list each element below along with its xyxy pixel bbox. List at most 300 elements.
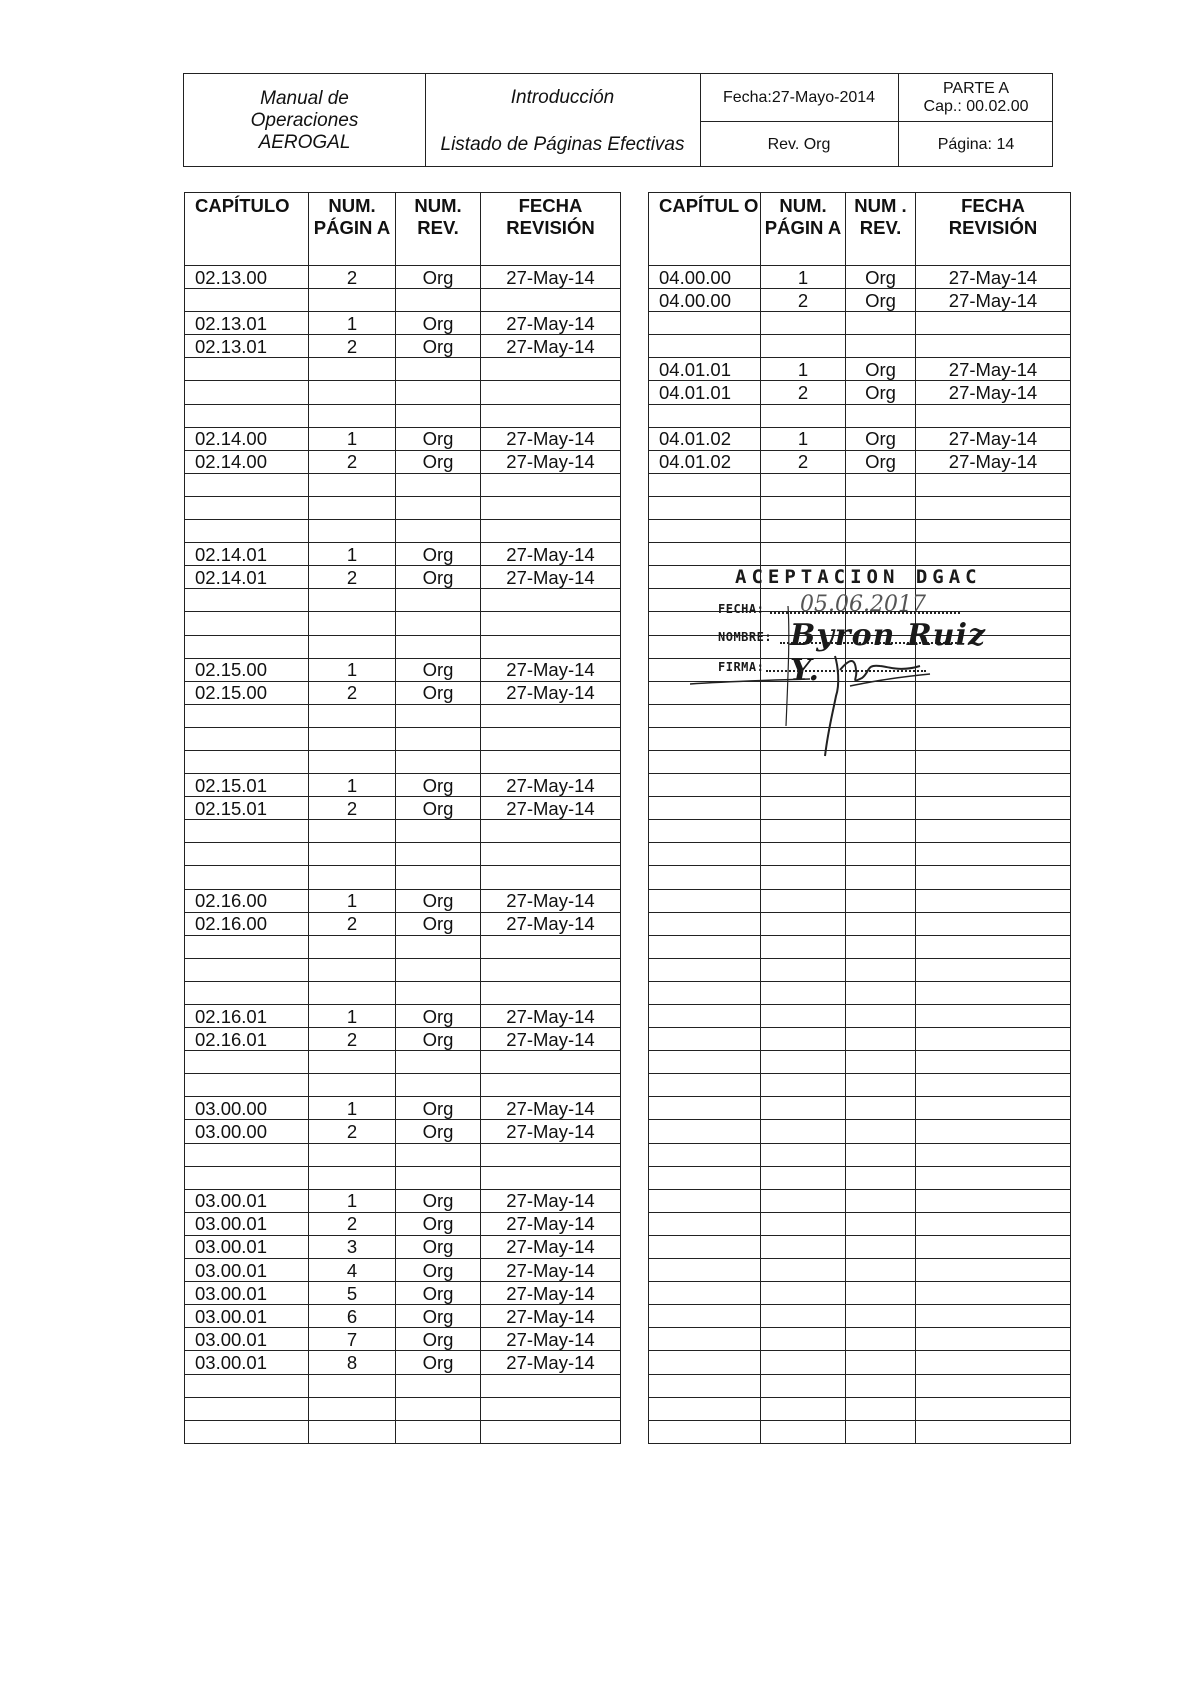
date-cell [481,1420,621,1443]
rev-cell: Org [396,1328,481,1351]
page-cell [309,1420,396,1443]
page-cell [761,473,846,496]
chapter-cell: 02.15.01 [185,797,309,820]
table-row [649,1074,1071,1097]
chapter-cell: 04.01.01 [649,381,761,404]
company-line-1: Manual de [260,88,349,109]
chapter-cell [185,1397,309,1420]
chapter-cell [649,1143,761,1166]
page-cell: 1 [309,543,396,566]
table-row [649,958,1071,981]
page-cell: 1 [309,889,396,912]
page-cell: 1 [309,1189,396,1212]
handwritten-signature [690,566,1010,766]
page-cell [761,1235,846,1258]
date-cell [916,912,1071,935]
table-row [185,1143,621,1166]
page-cell [761,912,846,935]
acceptance-stamp [690,566,1010,766]
table-row [649,820,1071,843]
chapter-cell [649,797,761,820]
date-cell: 27-May-14 [481,1282,621,1305]
chapter-cell [649,843,761,866]
date-cell: 27-May-14 [481,566,621,589]
date-cell [916,1212,1071,1235]
chapter-label: Cap.: 00.02.00 [923,97,1029,115]
table-row [185,1259,621,1282]
date-cell [481,473,621,496]
table-row [185,797,621,820]
table-row [649,1051,1071,1074]
table-row [185,1097,621,1120]
rev-cell [846,1120,916,1143]
date-cell [916,404,1071,427]
effective-pages-table-left [184,192,621,1444]
chapter-cell: 03.00.00 [185,1097,309,1120]
rev-cell: Org [396,1212,481,1235]
date-cell: 27-May-14 [481,427,621,450]
page-cell [761,543,846,566]
page-cell [309,866,396,889]
table-row [185,1282,621,1305]
chapter-cell [185,727,309,750]
page-cell: 2 [309,1212,396,1235]
date-cell: 27-May-14 [481,1351,621,1374]
page-cell [761,843,846,866]
chapter-cell [649,1282,761,1305]
table-row [185,543,621,566]
rev-cell [396,843,481,866]
page-cell: 2 [309,1028,396,1051]
date-cell: 27-May-14 [481,335,621,358]
page-cell: 8 [309,1351,396,1374]
date-cell [481,935,621,958]
page-cell [309,404,396,427]
chapter-cell [649,1166,761,1189]
chapter-cell [185,981,309,1004]
page-cell [309,612,396,635]
rev-cell: Org [846,381,916,404]
page-cell: 2 [309,566,396,589]
table-row [649,1397,1071,1420]
rev-cell [846,1420,916,1443]
table-row [649,520,1071,543]
chapter-cell [649,1305,761,1328]
page-cell [761,774,846,797]
rev-cell [396,866,481,889]
page-cell: 2 [309,912,396,935]
page-cell [761,797,846,820]
chapter-cell: 03.00.01 [185,1189,309,1212]
page-cell [761,1374,846,1397]
page-cell [761,889,846,912]
col-header-rev: NUM . REV. [846,193,916,266]
chapter-cell [649,820,761,843]
rev-cell [396,1397,481,1420]
table-header-row [649,193,1071,266]
page-cell [761,312,846,335]
chapter-cell: 03.00.01 [185,1305,309,1328]
section-title: Introducción [510,86,615,108]
date-cell [916,797,1071,820]
date-cell [481,589,621,612]
rev-cell: Org [396,797,481,820]
rev-cell [846,1143,916,1166]
chapter-cell: 03.00.01 [185,1351,309,1374]
page-cell: 1 [309,1097,396,1120]
page-cell [309,1166,396,1189]
col-header-page: NUM. PÁGIN A [761,193,846,266]
date-cell [916,1189,1071,1212]
rev-cell: Org [396,774,481,797]
table-row [649,1351,1071,1374]
page-cell [309,635,396,658]
chapter-cell: 02.16.01 [185,1005,309,1028]
chapter-cell [185,404,309,427]
rev-cell: Org [396,1120,481,1143]
page-cell [309,589,396,612]
chapter-cell [185,589,309,612]
date-cell [481,612,621,635]
table-row [185,1305,621,1328]
table-row [649,1143,1071,1166]
table-row [185,681,621,704]
page-cell [309,1143,396,1166]
page-cell: 2 [309,450,396,473]
date-cell [916,1351,1071,1374]
table-row [185,774,621,797]
rev-cell: Org [396,1259,481,1282]
date-cell [481,520,621,543]
chapter-cell: 02.14.01 [185,543,309,566]
rev-cell: Org [846,358,916,381]
chapter-cell [649,1420,761,1443]
rev-cell: Org [396,1351,481,1374]
table-row [649,312,1071,335]
page-cell [309,935,396,958]
chapter-cell: 03.00.01 [185,1235,309,1258]
rev-cell: Org [396,1305,481,1328]
chapter-cell [185,820,309,843]
rev-cell [846,843,916,866]
rev-cell [396,404,481,427]
table-row [649,404,1071,427]
chapter-cell: 02.14.00 [185,427,309,450]
chapter-cell [649,1189,761,1212]
rev-cell [846,774,916,797]
page-cell [761,935,846,958]
chapter-cell: 02.13.00 [185,266,309,289]
stamp-name-label: NOMBRE: [718,630,773,644]
rev-cell [846,1305,916,1328]
date-cell [481,289,621,312]
chapter-cell [185,1166,309,1189]
date-cell: 27-May-14 [481,681,621,704]
page-cell: 2 [309,681,396,704]
table-row [649,843,1071,866]
date-cell [916,1143,1071,1166]
table-row [649,1005,1071,1028]
chapter-cell [649,1028,761,1051]
date-cell [481,958,621,981]
date-cell [916,520,1071,543]
table-row [649,543,1071,566]
table-row [185,981,621,1004]
rev-cell [846,1351,916,1374]
page-cell: 3 [309,1235,396,1258]
page-cell [761,335,846,358]
table-row [649,866,1071,889]
page-cell [309,1074,396,1097]
date-cell: 27-May-14 [916,289,1071,312]
chapter-cell: 02.13.01 [185,335,309,358]
rev-cell [846,473,916,496]
rev-cell: Org [396,1005,481,1028]
date-cell: 27-May-14 [481,1305,621,1328]
page-cell: 2 [309,266,396,289]
rev-cell: Org [396,912,481,935]
chapter-cell [185,520,309,543]
chapter-cell: 04.01.02 [649,427,761,450]
page-cell: 1 [309,774,396,797]
date-cell [481,358,621,381]
date-cell: 27-May-14 [481,658,621,681]
revision-field: Rev. Org [767,135,831,153]
rev-cell [396,981,481,1004]
page-cell: 7 [309,1328,396,1351]
page-cell [309,289,396,312]
date-cell: 27-May-14 [481,1235,621,1258]
chapter-cell [649,312,761,335]
chapter-cell: 02.13.01 [185,312,309,335]
date-cell [916,1282,1071,1305]
table-row [185,889,621,912]
table-row [649,335,1071,358]
date-cell: 27-May-14 [916,427,1071,450]
date-cell [916,1374,1071,1397]
table-row [185,843,621,866]
rev-cell [846,1028,916,1051]
date-cell: 27-May-14 [481,774,621,797]
chapter-cell [649,1235,761,1258]
table-row [649,266,1071,289]
table-row [649,1189,1071,1212]
page-cell [309,1051,396,1074]
date-cell [481,704,621,727]
page-cell [309,496,396,519]
rev-cell [396,1374,481,1397]
page-cell [761,404,846,427]
chapter-cell [649,1374,761,1397]
table-row [185,1028,621,1051]
table-row [649,1212,1071,1235]
date-cell [916,312,1071,335]
rev-cell [846,1166,916,1189]
chapter-cell [649,473,761,496]
rev-cell [846,520,916,543]
date-cell: 27-May-14 [481,312,621,335]
page-cell: 2 [309,335,396,358]
date-cell [481,727,621,750]
page-cell [761,1005,846,1028]
rev-cell: Org [396,658,481,681]
table-row [649,1028,1071,1051]
table-row [185,1374,621,1397]
chapter-cell: 04.01.01 [649,358,761,381]
page-cell [309,1374,396,1397]
rev-cell: Org [396,312,481,335]
rev-cell [396,727,481,750]
chapter-cell [185,866,309,889]
chapter-cell: 03.00.01 [185,1328,309,1351]
chapter-cell [649,1259,761,1282]
date-cell: 27-May-14 [481,1189,621,1212]
table-row [185,1328,621,1351]
chapter-cell [185,750,309,773]
chapter-cell [649,866,761,889]
rev-cell [396,958,481,981]
date-cell [916,543,1071,566]
rev-cell: Org [846,427,916,450]
rev-cell [396,381,481,404]
chapter-cell [185,473,309,496]
date-cell [916,981,1071,1004]
rev-cell: Org [396,889,481,912]
chapter-cell: 02.15.00 [185,681,309,704]
page-cell [309,981,396,1004]
rev-cell [396,1051,481,1074]
page-cell: 2 [761,450,846,473]
table-row [649,981,1071,1004]
page-cell [761,1051,846,1074]
rev-cell: Org [396,1097,481,1120]
date-cell: 27-May-14 [481,912,621,935]
table-row [185,358,621,381]
page-cell [761,1189,846,1212]
table-row [649,358,1071,381]
date-cell: 27-May-14 [481,543,621,566]
chapter-cell [649,1074,761,1097]
table-row [649,1120,1071,1143]
part-chapter-field [898,74,1054,121]
date-cell [916,1420,1071,1443]
page-cell: 2 [309,1120,396,1143]
page-cell [761,1351,846,1374]
table-row [185,427,621,450]
date-cell [481,635,621,658]
date-cell: 27-May-14 [481,1212,621,1235]
stamp-date-label: FECHA: [718,602,765,616]
rev-cell [846,797,916,820]
date-cell [481,1397,621,1420]
chapter-cell [649,958,761,981]
col-header-date: FECHA REVISIÓN [481,193,621,266]
chapter-cell: 02.16.00 [185,912,309,935]
page-number: Página: 14 [937,135,1015,153]
rev-cell [396,750,481,773]
rev-cell [846,1189,916,1212]
rev-cell: Org [396,427,481,450]
rev-cell [396,935,481,958]
page-cell [761,981,846,1004]
rev-cell [846,912,916,935]
stamp-title: ACEPTACION DGAC [735,566,982,588]
table-row [185,381,621,404]
rev-cell [846,820,916,843]
date-cell: 27-May-14 [481,797,621,820]
table-row [649,1235,1071,1258]
chapter-cell: 02.14.01 [185,566,309,589]
chapter-cell: 03.00.01 [185,1282,309,1305]
page-cell [761,1166,846,1189]
chapter-cell [649,1328,761,1351]
table-row [649,450,1071,473]
page-cell: 1 [309,427,396,450]
date-cell: 27-May-14 [481,1028,621,1051]
chapter-cell [185,1420,309,1443]
chapter-cell [649,404,761,427]
table-row [649,797,1071,820]
table-row [649,1166,1071,1189]
rev-cell [846,889,916,912]
rev-cell [396,820,481,843]
table-row [185,704,621,727]
page-cell [761,866,846,889]
date-cell [916,1305,1071,1328]
page-cell [309,473,396,496]
page-cell [309,1397,396,1420]
rev-cell: Org [846,266,916,289]
table-row [185,404,621,427]
date-cell [916,1259,1071,1282]
page-cell: 1 [761,427,846,450]
chapter-cell: 03.00.00 [185,1120,309,1143]
table-body [185,266,621,1444]
table-row [185,658,621,681]
rev-cell: Org [396,1028,481,1051]
table-row [185,335,621,358]
date-cell [916,335,1071,358]
table-row [185,820,621,843]
rev-cell [846,1074,916,1097]
chapter-cell [185,612,309,635]
table-row [185,750,621,773]
company-line-3: AEROGAL [258,132,351,153]
chapter-cell [649,1397,761,1420]
page-cell: 1 [309,658,396,681]
rev-cell: Org [846,450,916,473]
company-line-2: Operaciones [250,110,359,131]
chapter-cell [185,1143,309,1166]
page-cell [761,1097,846,1120]
chapter-cell [185,935,309,958]
date-cell: 27-May-14 [481,889,621,912]
date-cell [916,1028,1071,1051]
page-cell [761,520,846,543]
date-cell [916,889,1071,912]
page-cell [761,1212,846,1235]
chapter-cell: 02.15.00 [185,658,309,681]
chapter-cell [649,543,761,566]
date-cell [916,935,1071,958]
rev-cell: Org [396,1189,481,1212]
date-cell [481,1166,621,1189]
rev-cell [846,1397,916,1420]
chapter-cell: 03.00.01 [185,1212,309,1235]
rev-cell [846,1235,916,1258]
page-cell [309,704,396,727]
date-cell [481,1143,621,1166]
